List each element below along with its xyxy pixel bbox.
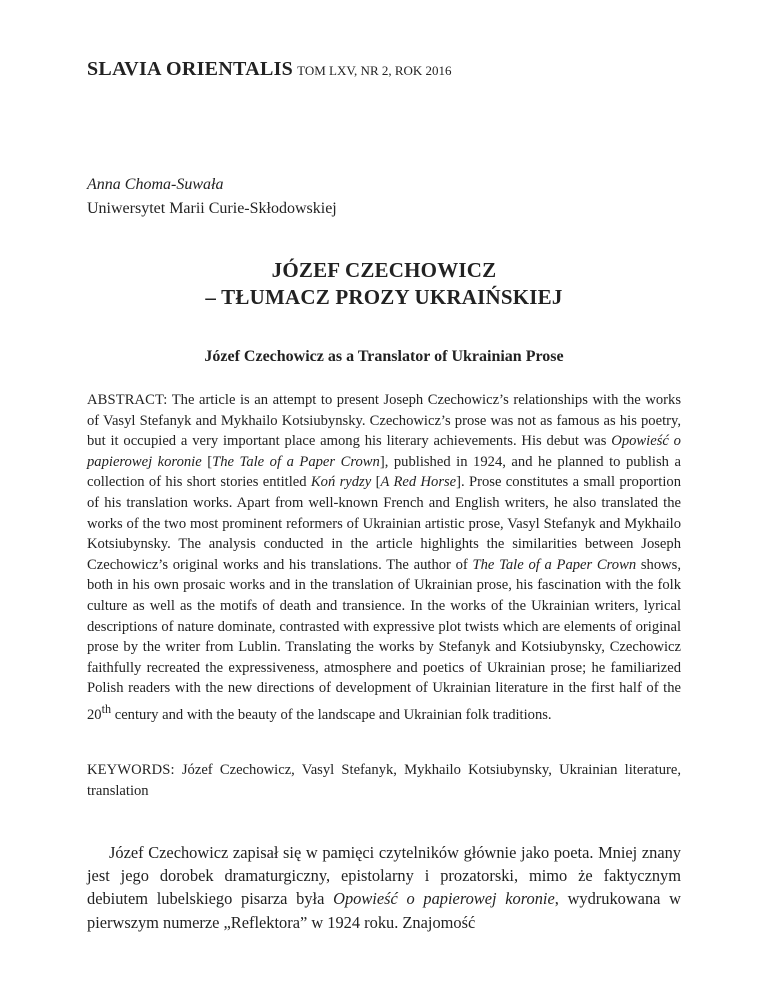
keywords-label: KEYWORDS: [87, 762, 175, 778]
title-line-2: – TŁUMACZ PROZY UKRAIŃSKIEJ [205, 285, 563, 309]
abstract-italic-title: Opowieść o papierowej koronie [87, 433, 681, 470]
author-name: Anna Choma-Suwała [87, 176, 224, 193]
abstract-italic-title: The Tale of a Paper Crown [212, 453, 380, 470]
abstract-text: century and with the beauty of the landscape and Ukrainian folk traditions. [111, 706, 552, 723]
abstract-text: shows, both in his own prosaic works and in the translation of Ukrainian prose, his fascination with the folk culture as well as the motifs of death and transience. In the works of the Ukrainian writers, lyrical descriptions of nature dominate, contrasted with expressive plot twists which are elements of original prose by the writer from Lublin. Translating the works by Stefanyk and Kotsiubynsky, Czechowicz faithfully recreated the expressiveness, atmosphere and poetics of Ukrainian prose; he familiarized Polish readers with the new directions of development of Ukrainian literature in the first half of the 20 [87, 556, 681, 723]
abstract-text: The article is an attempt to present Joseph Czechowicz’s relationships with the works of Vasyl Stefanyk and Mykhailo Kotsiubynsky. Czechowicz’s prose was not as famous as his poetry, but it occupied a very important place among his literary achievements. His debut was [87, 392, 681, 450]
abstract-text: ], published in 1924, and he planned to publish a collection of his short stories entitled [87, 453, 681, 491]
journal-title: SLAVIA ORIENTALIS [87, 58, 294, 80]
author-affiliation: Uniwersytet Marii Curie-Skłodowskiej [87, 200, 337, 217]
issue-info: TOM LXV, NR 2, ROK 2016 [297, 63, 452, 78]
body-paragraph [87, 841, 681, 934]
abstract-label: ABSTRACT: [87, 392, 168, 408]
superscript-th: th [101, 701, 112, 716]
abstract-italic-title: Koń rydzy [310, 474, 372, 491]
journal-header [87, 58, 452, 81]
abstract-text: [ [371, 474, 381, 491]
abstract-text: [ [201, 453, 213, 470]
abstract-italic-title: The Tale of a Paper Crown [472, 556, 637, 573]
abstract-italic-title: A Red Horse [380, 474, 457, 491]
english-title: Józef Czechowicz as a Translator of Ukrainian Prose [204, 348, 564, 365]
keywords [87, 760, 681, 801]
body-text: Józef Czechowicz zapisał się w pamięci czytelników głównie jako poeta. Mniej znany jest jego dorobek dramaturgiczny, epistolarny i prozatorski, mimo że faktycznym debiutem lubelskiego pisarza była [87, 843, 681, 909]
title-line-1: JÓZEF CZECHOWICZ [271, 258, 497, 282]
body-italic-title: Opowieść o papierowej koronie [333, 889, 555, 909]
abstract [87, 390, 681, 725]
keywords-text: Józef Czechowicz, Vasyl Stefanyk, Mykhailo Kotsiubynsky, Ukrainian literature, translation [87, 762, 681, 799]
body-text: , wydrukowana w pierwszym numerze „Reflektora” w 1924 roku. Znajomość [87, 889, 681, 932]
article-title [87, 257, 681, 311]
abstract-text: ]. Prose constitutes a small proportion of his translation works. Apart from well-known French and English writers, he also translated the works of the two most prominent reformers of Ukrainian artistic prose, Vasyl Stefanyk and Mykhailo Kotsiubynsky. The analysis conducted in the article highlights the similarities between Joseph Czechowicz’s original works and his translations. The author of [87, 474, 681, 573]
